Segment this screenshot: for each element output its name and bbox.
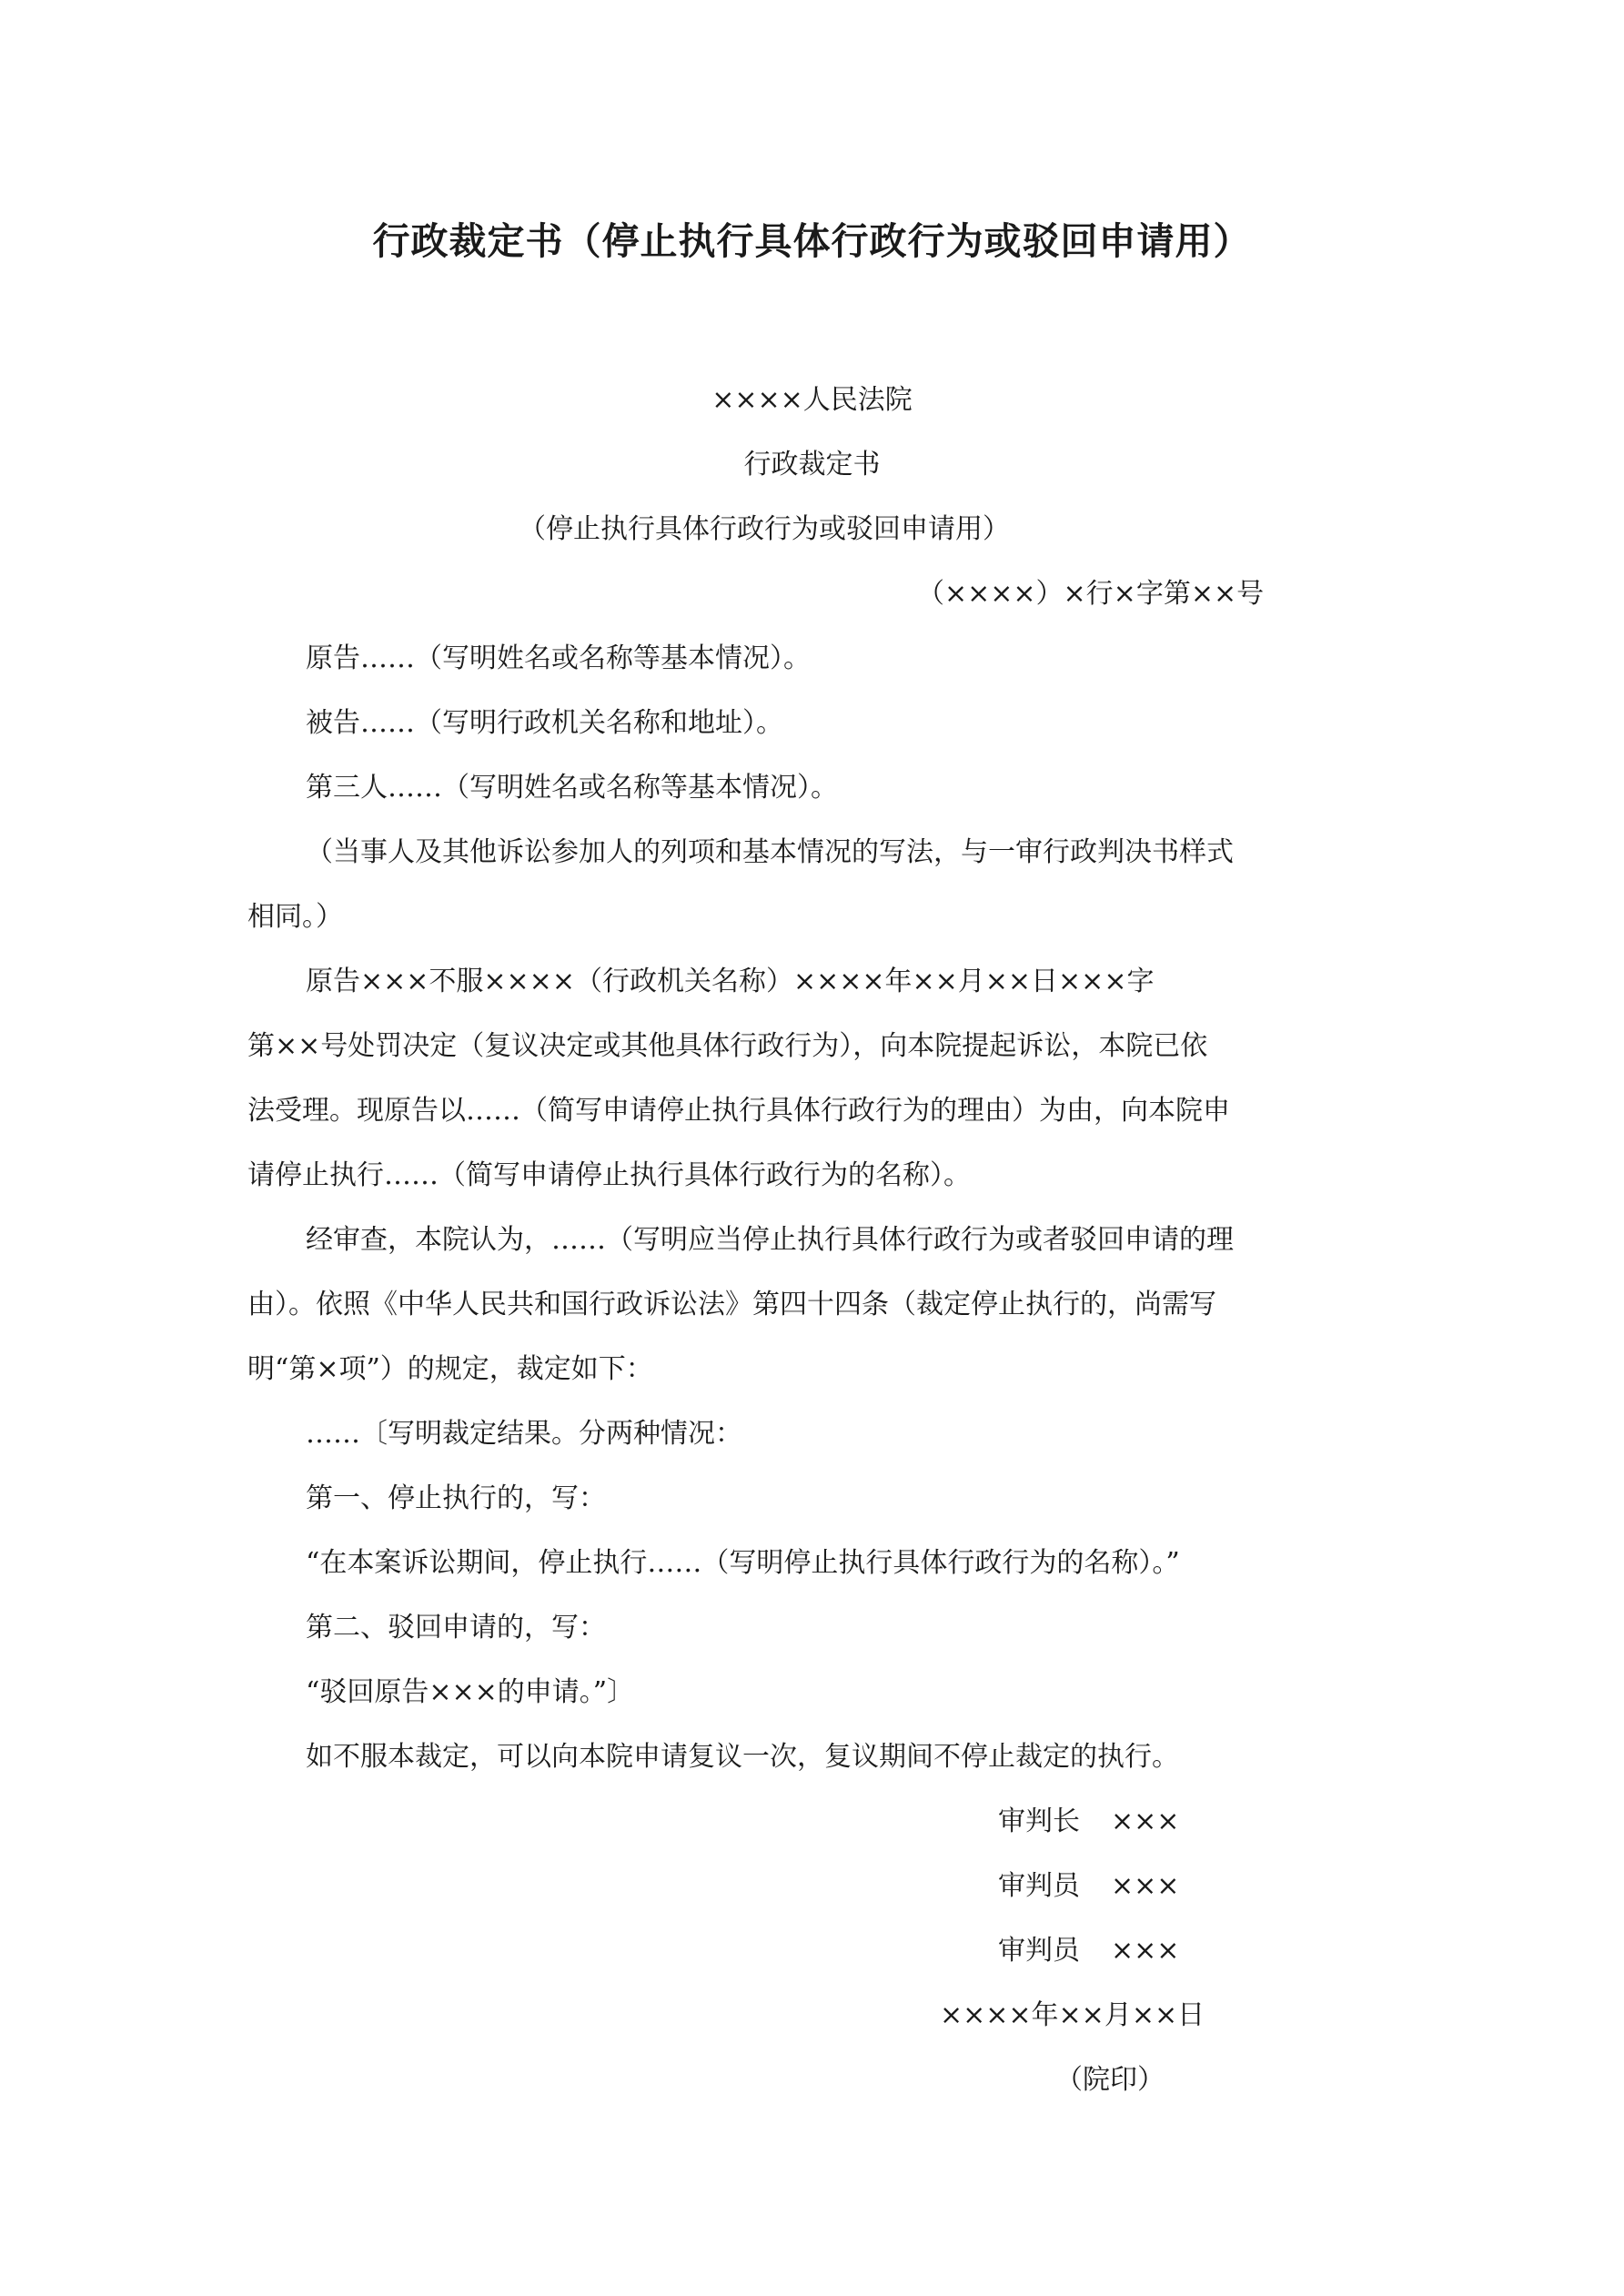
signature-name: ××× <box>1111 1935 1180 1967</box>
note-line-2: 相同。） <box>247 901 343 933</box>
court-name: ××××人民法院 <box>711 384 913 416</box>
reasoning-line-3: 明“第×项”）的规定，裁定如下： <box>247 1353 653 1385</box>
party-defendant: 被告……（写明行政机关名称和地址）。 <box>306 707 783 739</box>
party-third: 第三人……（写明姓名或名称等基本情况）。 <box>306 772 838 804</box>
reasoning-line-2: 由）。依照《中华人民共和国行政诉讼法》第四十四条（裁定停止执行的，尚需写 <box>247 1289 1216 1320</box>
signature-role: 审判员 <box>998 1935 1080 1967</box>
facts-line-4: 请停止执行……（简写申请停止执行具体行政行为的名称）。 <box>247 1159 971 1191</box>
ruling-date: ××××年××月××日 <box>940 1999 1205 2031</box>
ruling-intro: ……〔写明裁定结果。分两种情况： <box>306 1418 742 1450</box>
signature-chief-judge <box>998 1804 1179 1840</box>
document-title: 行政裁定书（停止执行具体行政行为或驳回申请用） <box>372 219 1252 263</box>
reasoning-line-1: 经审查，本院认为，……（写明应当停止执行具体行政行为或者驳回申请的理 <box>306 1224 1234 1256</box>
signature-judge-2 <box>998 1933 1179 1969</box>
signature-name: ××× <box>1111 1870 1180 1902</box>
doc-subtitle: （停止执行具体行政行为或驳回申请用） <box>519 513 1010 545</box>
signature-judge-1 <box>998 1868 1179 1905</box>
note-line-1: （当事人及其他诉讼参加人的列项和基本情况的写法，与一审行政判决书样式 <box>306 836 1234 868</box>
facts-line-2: 第××号处罚决定（复议决定或其他具体行政行为），向本院提起诉讼，本院已依 <box>247 1030 1208 1062</box>
appeal-notice: 如不服本裁定，可以向本院申请复议一次，复议期间不停止裁定的执行。 <box>306 1741 1179 1773</box>
facts-line-3: 法受理。现原告以……（简写申请停止执行具体行政行为的理由）为由，向本院申 <box>247 1095 1230 1127</box>
doc-type: 行政裁定书 <box>743 449 881 480</box>
ruling-case-2: 第二、驳回申请的，写： <box>306 1612 606 1644</box>
court-seal: （院印） <box>1055 2064 1165 2096</box>
party-plaintiff: 原告……（写明姓名或名称等基本情况）。 <box>306 642 811 674</box>
case-number: （××××）×行×字第××号 <box>917 578 1265 610</box>
signature-role: 审判员 <box>998 1870 1080 1902</box>
signature-name: ××× <box>1111 1805 1180 1837</box>
ruling-case-1-text: “在本案诉讼期间，停止执行……（写明停止执行具体行政行为的名称）。” <box>306 1547 1180 1579</box>
signature-role: 审判长 <box>998 1805 1080 1837</box>
facts-line-1: 原告×××不服××××（行政机关名称）××××年××月××日×××字 <box>306 966 1155 997</box>
ruling-case-2-text: “驳回原告×××的申请。”〕 <box>306 1676 635 1708</box>
ruling-case-1: 第一、停止执行的，写： <box>306 1482 606 1514</box>
